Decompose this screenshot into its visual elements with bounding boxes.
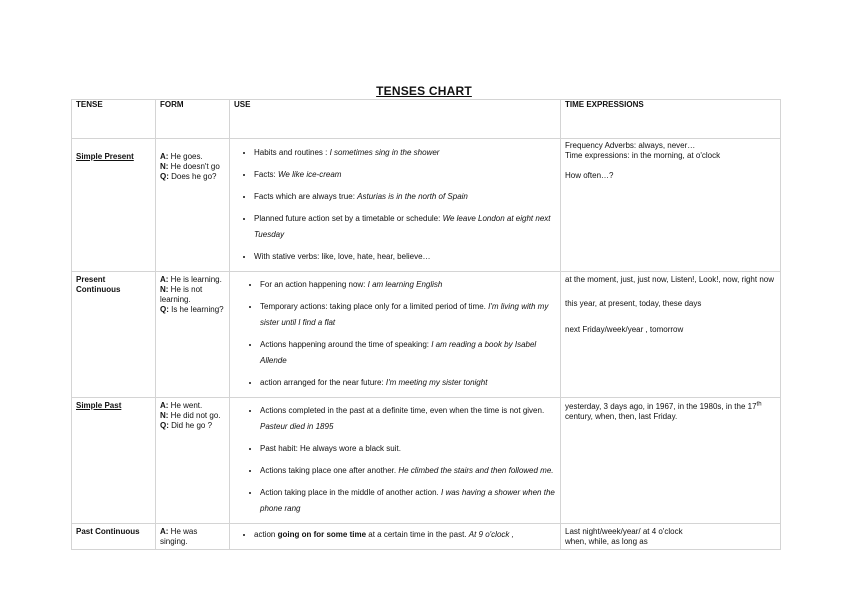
list-item: • Action taking place in the middle of another action. I was having a shower when the phone rang	[260, 485, 556, 517]
header-tense: TENSE	[72, 100, 156, 139]
list-item: • Facts: We like ice-cream	[254, 167, 556, 183]
list-item: • Past habit: He always wore a black suit.	[260, 441, 556, 457]
list-item: • Temporary actions: taking place only for a limited period of time. I'm living with my sister until I find a flat	[260, 299, 556, 331]
header-time-expressions: TIME EXPRESSIONS	[561, 100, 781, 139]
list-item: • Actions taking place one after another. He climbed the stairs and then followed me.	[260, 463, 556, 479]
list-item: • With stative verbs: like, love, hate, hear, believe…	[254, 249, 556, 265]
header-row	[72, 100, 781, 139]
list-item: • action arranged for the near future: I'm meeting my sister tonight	[260, 375, 556, 391]
form-cell: A: He went. N: He did not go. Q: Did he go ?	[156, 398, 230, 524]
list-item: • Planned future action set by a timetable or schedule: We leave London at eight next Tuesday	[254, 211, 556, 243]
header-form: FORM	[156, 100, 230, 139]
list-item: • Actions happening around the time of speaking: I am reading a book by Isabel Allende	[260, 337, 556, 369]
list-item: • Actions completed in the past at a definite time, even when the time is not given. Pasteur died in 1895	[260, 403, 556, 435]
tense-name: Simple Present	[76, 152, 134, 161]
time-cell: yesterday, 3 days ago, in 1967, in the 1980s, in the 17th century, when, then, last Friday.	[561, 398, 781, 524]
time-cell: at the moment, just, just now, Listen!, Look!, now, right now this year, at present, today, these days next Friday/week/year , tomorrow	[561, 272, 781, 398]
header-use: USE	[230, 100, 561, 139]
time-cell: Last night/week/year/ at 4 o'clock when, while, as long as	[561, 524, 781, 550]
list-item: • Habits and routines : I sometimes sing in the shower	[254, 145, 556, 161]
use-cell	[230, 524, 561, 550]
time-cell: Frequency Adverbs: always, never… Time expressions: in the morning, at o'clock How often…?	[561, 139, 781, 272]
tense-name: Present Continuous	[76, 275, 121, 294]
list-item: • Facts which are always true: Asturias is in the north of Spain	[254, 189, 556, 205]
use-cell	[230, 272, 561, 398]
tense-name: Past Continuous	[76, 527, 140, 536]
tense-name: Simple Past	[76, 401, 122, 410]
use-cell	[230, 139, 561, 272]
form-cell: A: He was singing.	[156, 524, 230, 550]
table-row	[72, 398, 781, 524]
form-cell: A: He is learning. N: He is not learning. Q: Is he learning?	[156, 272, 230, 398]
tenses-table	[71, 99, 781, 550]
page-title: TENSES CHART	[376, 84, 472, 98]
table-row	[72, 272, 781, 398]
list-item: • action going on for some time at a certain time in the past. At 9 o'clock ,	[254, 527, 556, 543]
form-cell: A: He goes. N: He doesn't go Q: Does he go?	[156, 139, 230, 272]
table-row	[72, 524, 781, 550]
table-row	[72, 139, 781, 272]
list-item: • For an action happening now: I am learning English	[260, 277, 556, 293]
use-cell	[230, 398, 561, 524]
